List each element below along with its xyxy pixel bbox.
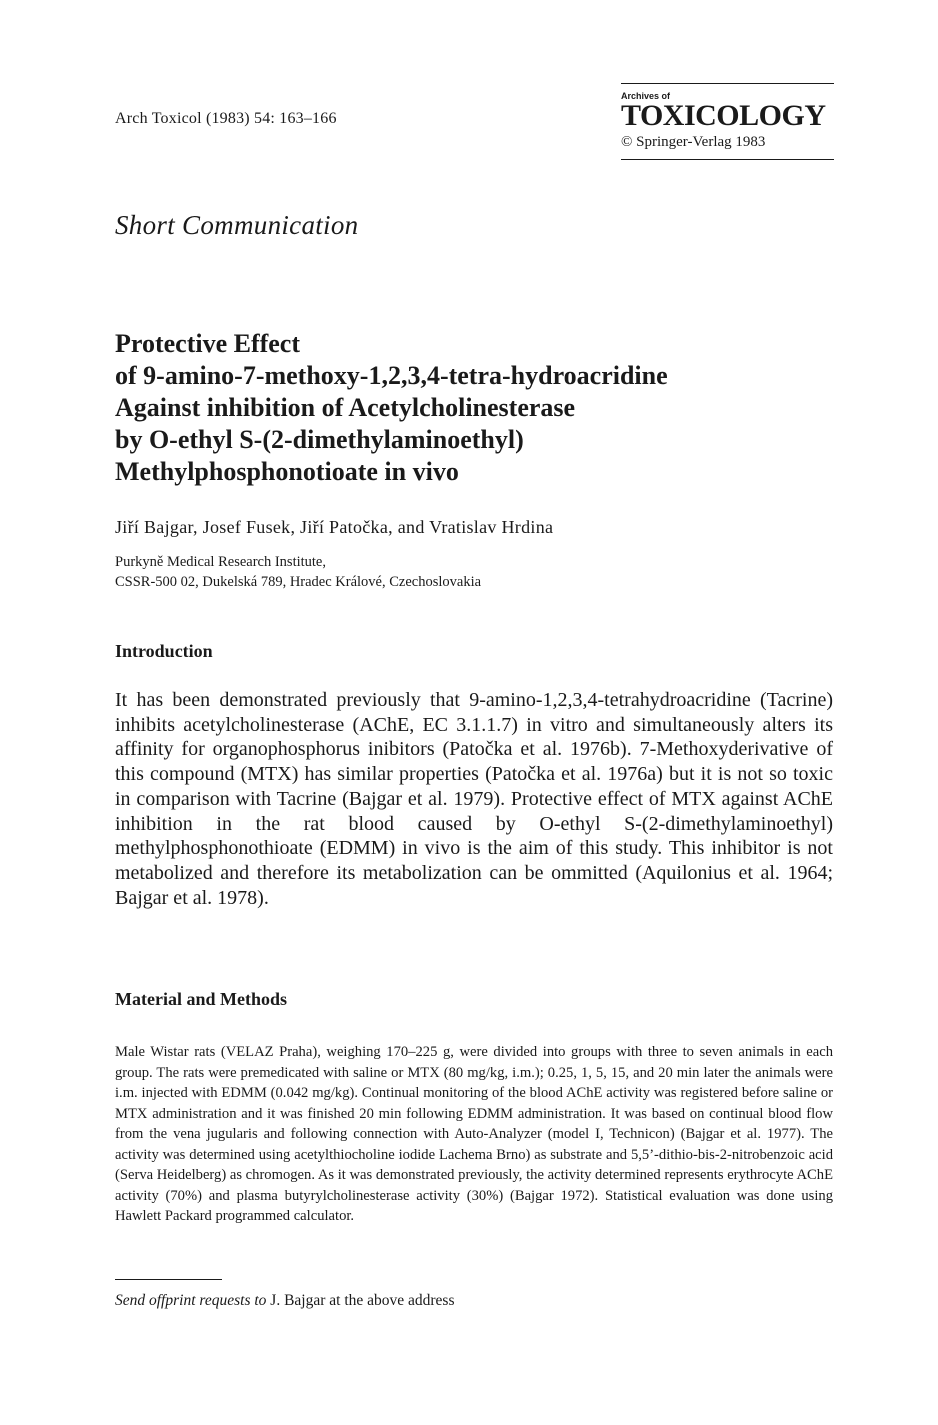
footnote-rule <box>115 1279 222 1280</box>
affiliation-line: Purkyně Medical Research Institute, <box>115 554 326 570</box>
footnote <box>115 1292 455 1310</box>
footnote-italic: Send offprint requests to <box>115 1292 267 1309</box>
title-line: by O-ethyl S-(2-dimethylaminoethyl) <box>115 425 524 454</box>
publisher-copyright: © Springer-Verlag 1983 <box>621 134 766 150</box>
introduction-heading: Introduction <box>115 641 213 661</box>
methods-heading: Material and Methods <box>115 989 287 1009</box>
author-list: Jiří Bajgar, Josef Fusek, Jiří Patočka, and Vratislav Hrdina <box>115 517 554 537</box>
footnote-text: J. Bajgar at the above address <box>266 1292 455 1309</box>
methods-paragraph: Male Wistar rats (VELAZ Praha), weighing 170–225 g, were divided into groups with three to seven animals in each group. The rats were premedicated with saline or MTX (80 mg/kg, i.m.); 0.25, 1, 5, 15, and 20 min later the animals were i.m. injected with EDMM (0.042 mg/kg). Continual monitoring of the blood AChE activity was registered before saline or MTX administration and it was finished 20 min following EDMM administration. It was based on continual blood flow from the vena jugularis and following connection with Auto-Analyzer (model I, Technicon) (Bajgar et al. 1977). The activity was determined using acetylthiocholine iodide Lachema Brno) as substrate and 5,5’-dithio-bis-2-nitrobenzoic acid (Serva Heidelberg) as chromogen. As it was demonstrated previously, the activity determined represents erythrocyte AChE activity (70%) and plasma butyrylcholinesterase activity (30%) (Bajgar 1972). Statistical evaluation was done using Hawlett Packard programmed calculator. <box>115 1044 833 1224</box>
journal-citation: Arch Toxicol (1983) 54: 163–166 <box>115 110 337 127</box>
title-line: of 9-amino-7-methoxy-1,2,3,4-tetra-hydroacridine <box>115 361 668 390</box>
journal-prefix: Archives of <box>621 91 671 101</box>
title-line: Protective Effect <box>115 329 301 358</box>
affiliation <box>115 552 481 592</box>
masthead-top-rule <box>621 83 834 84</box>
title-line: Against inhibition of Acetylcholinesterase <box>115 393 576 422</box>
introduction-paragraph: It has been demonstrated previously that 9-amino-1,2,3,4-tetrahydroacridine (Tacrine) inhibits acetylcholinesterase (AChE, EC 3.1.1.7) in vitro and simultaneously alters its affinity for organophosphorus inibitors (Patočka et al. 1976b). 7-Methoxyderivative of this compound (MTX) has similar properties (Patočka et al. 1976a) but it is not so toxic in comparison with Tacrine (Bajgar et al. 1979). Protective effect of MTX against AChE inhibition in the rat blood caused by O-ethyl S-(2-dimethylaminoethyl) methylphosphonothioate (EDMM) in vivo is the aim of this study. This inhibitor is not metabolized and therefore its metabolization can be ommitted (Aquilonius et al. 1964; Bajgar et al. 1978). <box>115 689 833 909</box>
masthead-bottom-rule <box>621 159 834 160</box>
title-line: Methylphosphonotioate in vivo <box>115 457 459 486</box>
article-title <box>115 328 815 488</box>
journal-masthead <box>621 83 834 160</box>
affiliation-line: CSSR-500 02, Dukelská 789, Hradec Králové, Czechoslovakia <box>115 574 482 590</box>
article-type: Short Communication <box>115 210 359 240</box>
journal-name: TOXICOLOGY <box>621 99 826 132</box>
